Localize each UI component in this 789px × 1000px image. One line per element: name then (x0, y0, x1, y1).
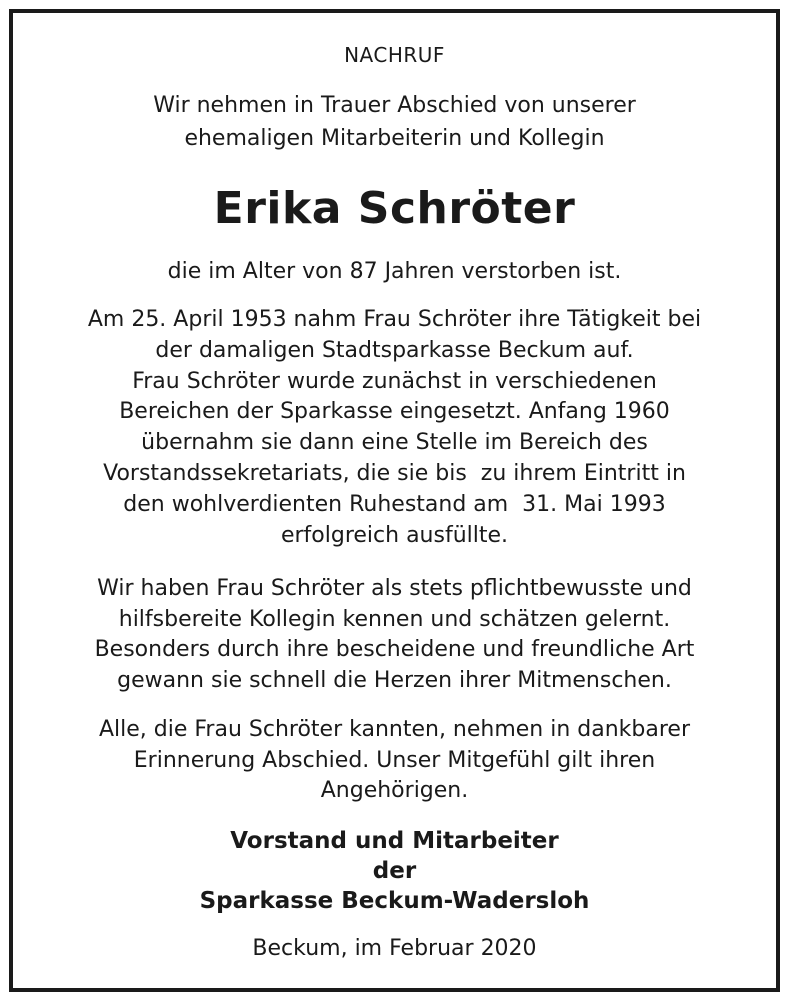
intro-text (13, 89, 776, 155)
signature-line: der (372, 858, 417, 884)
intro-line: ehemaligen Mitarbeiterin und Kollegin (184, 126, 605, 151)
appreciation-paragraph (13, 574, 776, 696)
paragraph-line: Erinnerung Abschied. Unser Mitgefühl gilt ihren (133, 747, 656, 773)
paragraph-line: erfolgreich ausfüllte. (280, 522, 509, 548)
paragraph-line: Am 25. April 1953 nahm Frau Schröter ihre Tätigkeit bei (87, 307, 702, 332)
career-paragraph (13, 305, 776, 551)
condolence-paragraph (13, 715, 776, 807)
paragraph-line: gewann sie schnell die Herzen ihrer Mitmenschen. (117, 667, 672, 693)
deceased-name: Erika Schröter (213, 183, 576, 234)
notice-heading: NACHRUF (344, 43, 445, 67)
paragraph-line: Angehörigen. (320, 778, 469, 803)
paragraph-line: Besonders durch ihre bescheidene und freundliche Art (94, 637, 695, 662)
paragraph-line: der damaligen Stadtsparkasse Beckum auf. (155, 337, 634, 363)
intro-line: Wir nehmen in Trauer Abschied von unserer (153, 93, 636, 118)
paragraph-line: Bereichen der Sparkasse eingesetzt. Anfang 1960 (119, 399, 670, 425)
paragraph-line: Vorstandssekretariats, die sie bis zu ihrem Eintritt in (103, 460, 686, 486)
paragraph-line: Wir haben Frau Schröter als stets pflichtbewusste und (97, 576, 692, 601)
paragraph-line: übernahm sie dann eine Stelle im Bereich des (141, 430, 648, 456)
signature-line: Sparkasse Beckum-Wadersloh (199, 888, 590, 914)
paragraph-line: Frau Schröter wurde zunächst in verschiedenen (132, 368, 657, 394)
place-date-line: Beckum, im Februar 2020 (252, 936, 537, 961)
signature-block (13, 826, 776, 916)
paragraph-line: hilfsbereite Kollegin kennen und schätzen gelernt. (118, 606, 671, 632)
paragraph-line: den wohlverdienten Ruhestand am 31. Mai 1993 (123, 491, 666, 517)
age-line: die im Alter von 87 Jahren verstorben ist. (167, 259, 622, 284)
signature-line: Vorstand und Mitarbeiter (230, 828, 559, 854)
paragraph-line: Alle, die Frau Schröter kannten, nehmen in dankbarer (98, 717, 691, 742)
